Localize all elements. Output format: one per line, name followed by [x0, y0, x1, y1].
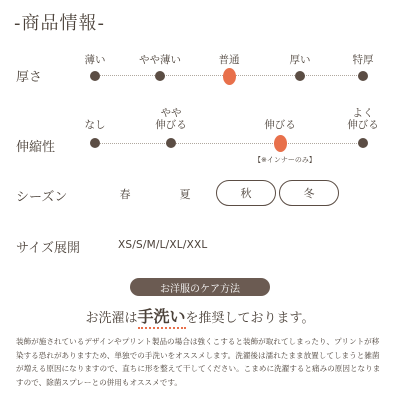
stretch-tick-label: やや 伸びる — [155, 107, 187, 131]
care-badge: お洋服のケア方法 — [130, 278, 270, 296]
thickness-dot — [358, 71, 368, 81]
season-label: シーズン — [16, 190, 68, 205]
care-suffix: を推奨しております。 — [185, 311, 315, 326]
stretch-dot — [166, 138, 176, 148]
thickness-tick-label: 厚い — [289, 54, 311, 66]
season-item: 夏 — [179, 188, 191, 201]
stretch-dot — [358, 138, 368, 148]
season-item: 春 — [119, 188, 131, 201]
thickness-tick-label: 普通 — [218, 54, 240, 66]
thickness-dot — [90, 71, 100, 81]
stretch-selected-dot — [274, 135, 287, 152]
stretch-tick-label: なし — [84, 119, 106, 131]
thickness-dot — [295, 71, 305, 81]
season-selected: 冬 — [279, 180, 339, 206]
care-paragraph: 装飾が施されているデザインやプリント製品の場合は強くこすると装飾が取れてしまったり、プリントが移染する恐れがありますため、単独での手洗いをオススメします。洗濯後は濡れたまま放置してしまうと雑菌が増える原因になりますので、直ちに形を整えて干してください。こまめに洗濯すると痛みの原因となりますので、除菌スプレーとの併用もオススメです。 — [16, 337, 381, 387]
thickness-selected-dot — [223, 68, 236, 85]
care-emphasis: 手洗い — [138, 307, 186, 329]
stretch-tick-label: よく 伸びる — [347, 107, 379, 131]
season-selected: 秋 — [216, 180, 276, 206]
thickness-tick-label: 薄い — [84, 54, 106, 66]
care-prefix: お洗濯は — [85, 311, 138, 326]
thickness-label: 厚さ — [16, 70, 43, 85]
stretch-dot — [90, 138, 100, 148]
inner-only-note: 【※インナーのみ】 — [254, 156, 316, 164]
thickness-dot — [155, 71, 165, 81]
page-title: -商品情報- — [14, 13, 105, 34]
sizes-value: XS/S/M/L/XL/XXL — [118, 239, 208, 251]
stretch-tick-label: 伸びる — [264, 119, 296, 131]
thickness-tick-label: やや薄い — [139, 54, 181, 66]
thickness-tick-label: 特厚 — [352, 54, 374, 66]
stretch-label: 伸縮性 — [16, 140, 56, 155]
sizes-label: サイズ展開 — [16, 241, 80, 256]
care-recommendation — [0, 304, 400, 327]
stretch-scale-line — [95, 143, 363, 144]
